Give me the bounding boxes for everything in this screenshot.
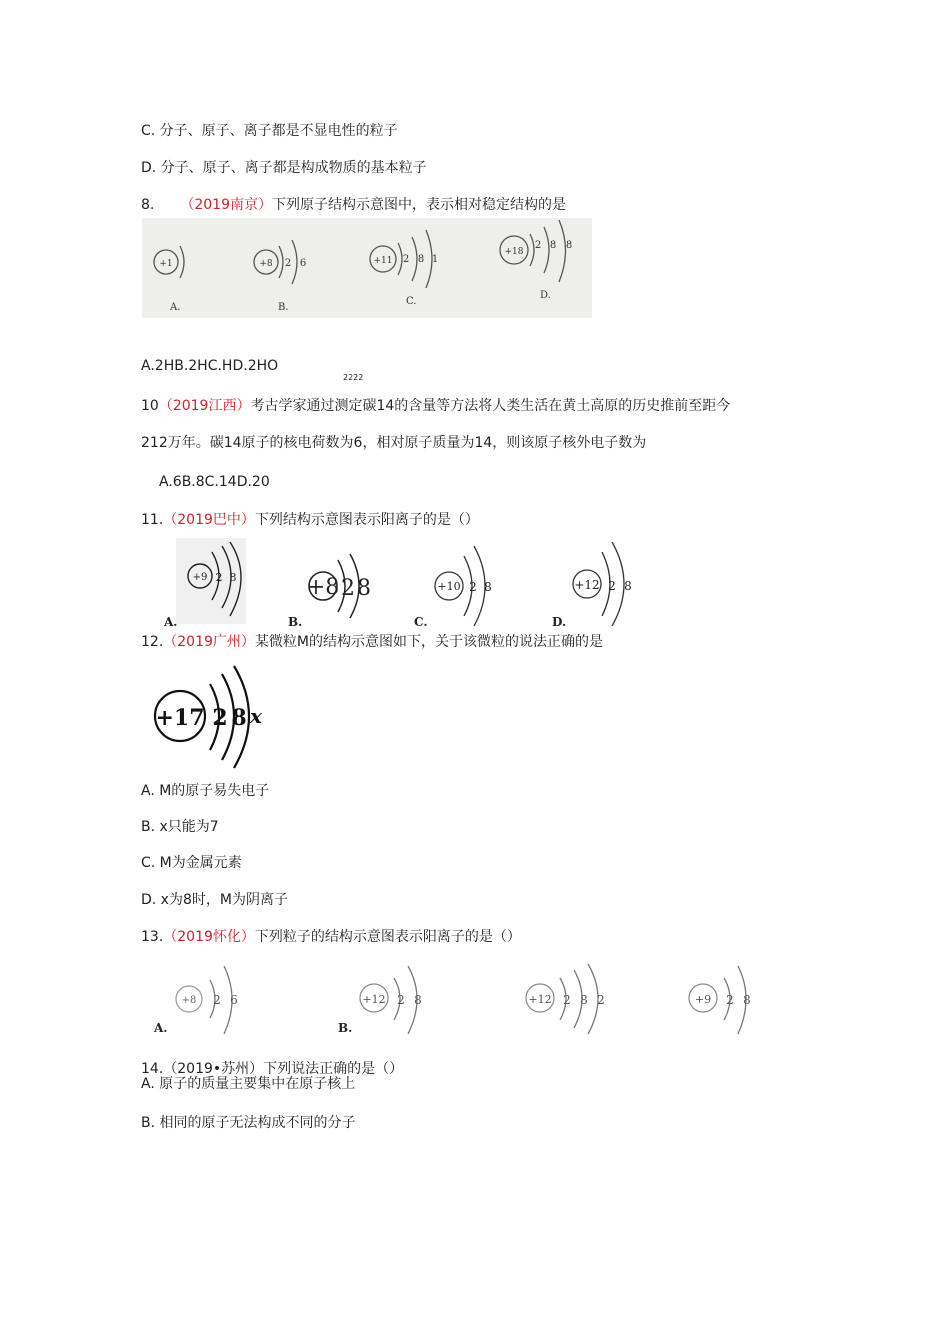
q8-subscripts: 2222 <box>343 373 364 382</box>
q8-a-nucleus: +1 <box>159 259 173 269</box>
q13-c-nucleus: +12 <box>528 993 552 1006</box>
q8-figure <box>142 218 592 318</box>
q8-a-label: A. <box>170 302 181 313</box>
q11-d-shell-2: 8 <box>624 579 632 593</box>
q10-options: A.6B.8C.14D.20 <box>159 474 270 490</box>
q13-a-shell-1: 2 <box>213 993 221 1007</box>
q11-c-shell-1: 2 <box>469 580 477 594</box>
q11-number: 11. <box>141 512 164 528</box>
q8-stem <box>141 196 566 214</box>
q13-atom-d <box>689 966 751 1034</box>
q10-stem <box>141 397 730 415</box>
q11-atom-c <box>414 546 492 629</box>
q13-d-nucleus: +9 <box>694 993 712 1006</box>
q13-atom-c <box>526 964 605 1034</box>
q8-b-shell-2: 6 <box>299 258 307 269</box>
q13-c-shell-1: 2 <box>563 993 571 1007</box>
q13-a-nucleus: +8 <box>181 995 197 1006</box>
q13-number: 13. <box>141 929 164 945</box>
q10-source: （2019江西） <box>158 398 251 414</box>
q11-atom-b <box>288 554 371 629</box>
q8-b-label: B. <box>278 302 289 313</box>
q13-a-shell-2: 6 <box>230 993 238 1007</box>
q11-figure <box>160 538 650 630</box>
q8-c-label: C. <box>406 296 417 307</box>
q11-c-label: C. <box>414 615 428 629</box>
q12-stem-text: 某微粒M的结构示意图如下，关于该微粒的说法正确的是 <box>254 634 603 650</box>
q14-option-a: A. 原子的质量主要集中在原子核上 <box>141 1076 356 1092</box>
q8-d-shell-2: 8 <box>549 240 557 251</box>
q8-d-nucleus: +18 <box>504 247 524 257</box>
q11-source: （2019巴中） <box>163 512 255 528</box>
q8-d-shell-3: 8 <box>565 240 573 251</box>
q12-number: 12. <box>141 634 164 650</box>
q13-atom-a <box>153 966 238 1035</box>
q11-a-nucleus: +9 <box>192 572 208 583</box>
q8-atom-a <box>154 246 184 313</box>
q13-b-shell-1: 2 <box>397 993 405 1007</box>
q11-b-shell-2: 8 <box>357 576 371 601</box>
q13-stem-text: 下列粒子的结构示意图表示阳离子的是（） <box>254 929 521 945</box>
q11-d-shell-1: 2 <box>608 579 616 593</box>
q12-nucleus: +17 <box>155 705 205 731</box>
q8-stem-text: 下列原子结构示意图中，表示相对稳定结构的是 <box>272 197 566 213</box>
q12-source: （2019广州） <box>163 634 255 650</box>
q8-c-shell-2: 8 <box>417 254 425 265</box>
q12-option-c: C. M为金属元素 <box>141 855 242 871</box>
q13-d-shell-2: 8 <box>743 993 751 1007</box>
q11-stem <box>141 511 479 529</box>
q13-b-label: B. <box>338 1021 353 1035</box>
q11-a-label: A. <box>164 615 178 629</box>
q8-atom-d <box>500 220 572 301</box>
q10-stem-text: 考古学家通过测定碳14的含量等方法将人类生活在黄土高原的历史推前至距今 <box>250 398 731 414</box>
q8-atom-c <box>370 230 438 307</box>
q11-atom-d <box>552 542 632 629</box>
q8-c-shell-1: 2 <box>402 254 410 265</box>
q14-option-b: B. 相同的原子无法构成不同的分子 <box>141 1115 356 1131</box>
q11-c-shell-2: 8 <box>484 580 492 594</box>
q13-a-label: A. <box>154 1021 168 1035</box>
q14-stem: 14.（2019•苏州）下列说法正确的是（） <box>141 1061 404 1077</box>
q8-source: （2019南京） <box>180 197 272 213</box>
q11-a-shell-1: 2 <box>215 571 223 584</box>
q12-shell-2: 8 <box>231 705 247 731</box>
q13-stem <box>141 928 521 946</box>
q11-stem-text: 下列结构示意图表示阳离子的是（） <box>254 512 479 528</box>
q12-stem <box>141 633 603 651</box>
q8-number: 8. <box>141 197 155 213</box>
q10-number: 10 <box>141 398 159 414</box>
q11-d-nucleus: +12 <box>574 578 600 592</box>
q11-b-nucleus: +8 <box>306 575 340 600</box>
q13-b-nucleus: +12 <box>362 993 386 1006</box>
q11-b-shell-1: 2 <box>341 576 355 601</box>
q11-a-shell-2: 8 <box>229 571 237 584</box>
q13-atom-b <box>338 966 422 1035</box>
q8-c-shell-3: 1 <box>431 254 439 265</box>
q8-d-label: D. <box>540 290 551 301</box>
q12-figure <box>148 664 278 772</box>
q13-b-shell-2: 8 <box>414 993 422 1007</box>
q10-stem-line2: 212万年。碳14原子的核电荷数为6，相对原子质量为14，则该原子核外电子数为 <box>141 435 647 451</box>
q7-option-d: D. 分子、原子、离子都是构成物质的基本粒子 <box>141 160 427 176</box>
q8-b-nucleus: +8 <box>259 259 273 269</box>
q13-c-shell-3: 2 <box>597 993 605 1007</box>
q11-b-label: B. <box>288 615 303 629</box>
q11-d-label: D. <box>552 615 567 629</box>
q13-d-shell-1: 2 <box>726 993 734 1007</box>
q13-source: （2019怀化） <box>163 929 255 945</box>
q13-c-shell-2: 8 <box>580 993 588 1007</box>
q12-shell-3: x <box>250 704 262 728</box>
q7-option-c: C. 分子、原子、离子都是不显电性的粒子 <box>141 123 398 139</box>
q12-shell-1: 2 <box>212 705 228 731</box>
q8-d-shell-1: 2 <box>534 240 542 251</box>
q12-option-a: A. M的原子易失电子 <box>141 783 270 799</box>
q14-stem-clipped <box>141 1060 541 1077</box>
q8-c-nucleus: +11 <box>373 256 393 266</box>
q13-figure <box>150 964 760 1036</box>
q12-option-d: D. x为8时，M为阴离子 <box>141 892 288 908</box>
q12-option-b: B. x只能为7 <box>141 819 219 835</box>
q8-options: A.2HB.2HC.HD.2HO <box>141 358 279 374</box>
q8-atom-b <box>254 240 306 313</box>
q11-c-nucleus: +10 <box>437 580 461 593</box>
q8-b-shell-1: 2 <box>284 258 292 269</box>
